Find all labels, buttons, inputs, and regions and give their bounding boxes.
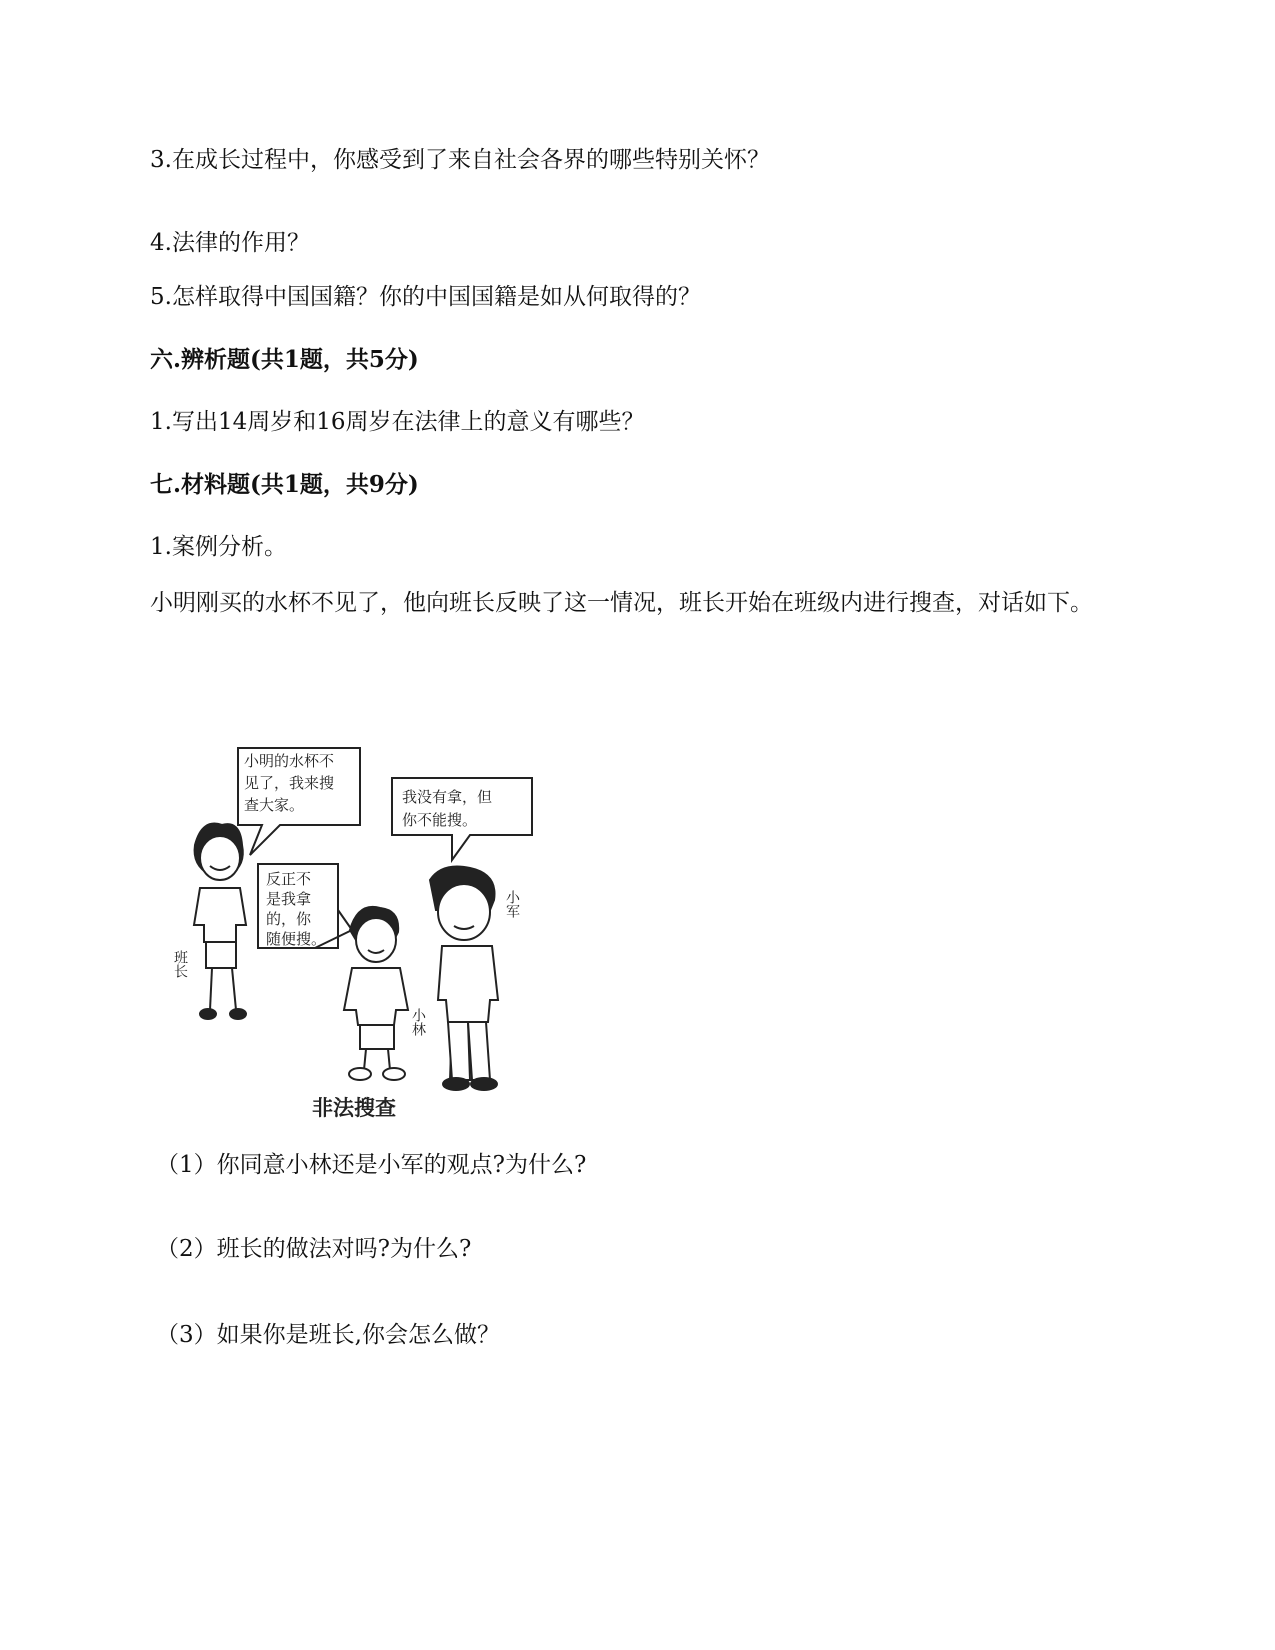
xiaolin-figure [344,907,408,1080]
section-6-question-1: 1.写出14周岁和16周岁在法律上的意义有哪些？ [150,409,645,435]
sub-question-3: （3）如果你是班长,你会怎么做？ [156,1322,500,1348]
cartoon-figure [172,752,580,1150]
bubble-xiaolin-line-4: 随便搜。 [266,930,327,948]
sub-question-1: （1）你同意小林还是小军的观点?为什么? [156,1152,587,1178]
question-5: 5.怎样取得中国国籍？你的中国国籍是如从何取得的？ [150,284,701,310]
label-monitor: 班长 [172,950,188,978]
bubble-monitor-line-1: 小明的水杯不 [244,752,335,770]
section-7-question-1: 1.案例分析。 [150,534,287,560]
section-6-heading: 六.辨析题(共1题，共5分) [150,346,419,373]
bubble-xiaolin-line-1: 反正不 [266,870,312,888]
bubble-xiaolin-line-3: 的，你 [266,910,312,928]
figure-caption: 非法搜查 [312,1096,396,1120]
section-7-heading: 七.材料题(共1题，共9分) [150,471,419,498]
bubble-xiaojun-line-2: 你不能搜。 [402,811,478,829]
monitor-figure [194,824,246,1019]
illustration-illegal-search [172,752,580,1150]
bubble-xiaojun-line-1: 我没有拿，但 [402,788,493,806]
case-material: 小明刚买的水杯不见了，他向班长反映了这一情况，班长开始在班级内进行搜查，对话如下。 [150,590,1093,616]
bubble-xiaolin-line-2: 是我拿 [266,890,312,908]
bubble-monitor-line-2: 见了，我来搜 [244,774,335,792]
question-3: 3.在成长过程中，你感受到了来自社会各界的哪些特别关怀？ [150,147,770,173]
label-xiaolin: 小林 [410,1008,426,1036]
sub-question-2: （2）班长的做法对吗?为什么? [156,1236,472,1262]
xiaojun-figure [430,867,498,1091]
question-4: 4.法律的作用？ [150,230,310,256]
bubble-monitor-line-3: 查大家。 [244,796,305,814]
label-xiaojun: 小军 [504,890,520,918]
